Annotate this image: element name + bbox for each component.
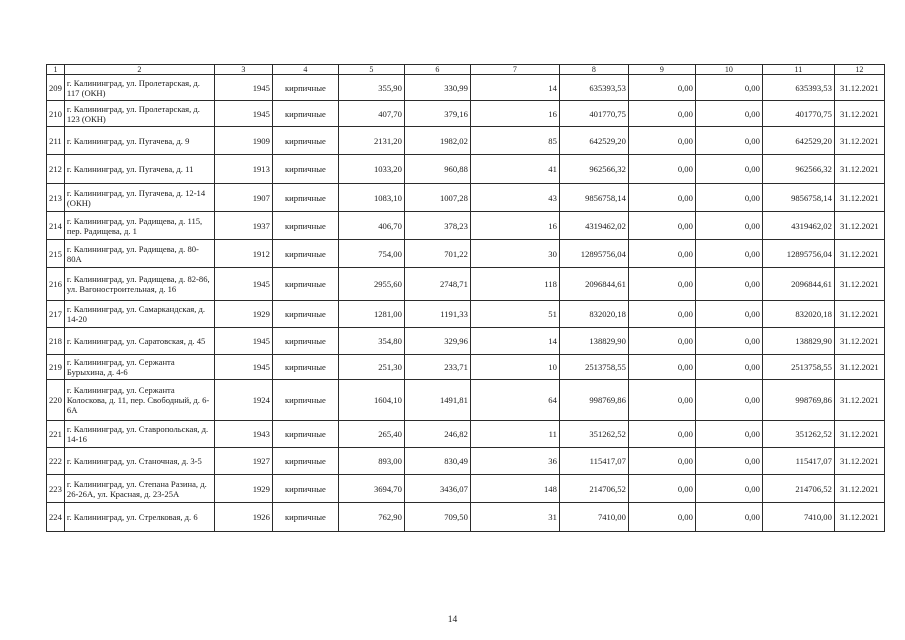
cost-sum-cell: 351262,52 <box>762 421 834 448</box>
completion-date-cell: 31.12.2021 <box>834 184 884 212</box>
header-cell: 11 <box>762 65 834 75</box>
completion-date-cell: 31.12.2021 <box>834 75 884 101</box>
cost-sum-cell: 4319462,02 <box>762 212 834 240</box>
cost-total-cell: 2096844,61 <box>559 268 628 301</box>
residents-count-cell: 64 <box>470 380 559 421</box>
wall-material-cell: кирпичные <box>272 475 338 503</box>
construction-year-cell: 1926 <box>214 503 272 532</box>
cost-owners-cell: 0,00 <box>695 240 762 268</box>
header-cell: 9 <box>628 65 695 75</box>
row-number-cell: 211 <box>47 127 65 155</box>
table-row <box>47 301 885 328</box>
completion-date-cell: 31.12.2021 <box>834 355 884 380</box>
residents-count-cell: 16 <box>470 212 559 240</box>
construction-year-cell: 1909 <box>214 127 272 155</box>
wall-material-cell: кирпичные <box>272 240 338 268</box>
residents-count-cell: 118 <box>470 268 559 301</box>
row-number-cell: 212 <box>47 155 65 184</box>
cost-total-cell: 351262,52 <box>559 421 628 448</box>
cost-fund-cell: 0,00 <box>628 421 695 448</box>
row-number-cell: 218 <box>47 328 65 355</box>
cost-fund-cell: 0,00 <box>628 127 695 155</box>
row-number-cell: 210 <box>47 101 65 127</box>
cost-fund-cell: 0,00 <box>628 301 695 328</box>
row-number-cell: 221 <box>47 421 65 448</box>
residents-count-cell: 43 <box>470 184 559 212</box>
address-cell: г. Калининград, ул. Стрелковая, д. 6 <box>64 503 214 532</box>
cost-total-cell: 962566,32 <box>559 155 628 184</box>
cost-fund-cell: 0,00 <box>628 328 695 355</box>
living-area-cell: 2748,71 <box>404 268 470 301</box>
cost-sum-cell: 832020,18 <box>762 301 834 328</box>
table-row <box>47 184 885 212</box>
wall-material-cell: кирпичные <box>272 301 338 328</box>
row-number-cell: 224 <box>47 503 65 532</box>
table-row <box>47 421 885 448</box>
address-cell: г. Калининград, ул. Ставропольская, д. 14-16 <box>64 421 214 448</box>
address-cell: г. Калининград, ул. Станочная, д. 3-5 <box>64 448 214 475</box>
header-cell: 2 <box>64 65 214 75</box>
cost-fund-cell: 0,00 <box>628 212 695 240</box>
cost-fund-cell: 0,00 <box>628 475 695 503</box>
address-cell: г. Калининград, ул. Радищева, д. 115, пер. Радищева, д. 1 <box>64 212 214 240</box>
total-area-cell: 407,70 <box>338 101 404 127</box>
construction-year-cell: 1927 <box>214 448 272 475</box>
address-cell: г. Калининград, ул. Пугачева, д. 9 <box>64 127 214 155</box>
cost-fund-cell: 0,00 <box>628 503 695 532</box>
construction-year-cell: 1945 <box>214 268 272 301</box>
construction-year-cell: 1945 <box>214 75 272 101</box>
construction-year-cell: 1945 <box>214 101 272 127</box>
header-row <box>47 65 885 75</box>
cost-fund-cell: 0,00 <box>628 240 695 268</box>
residents-count-cell: 51 <box>470 301 559 328</box>
total-area-cell: 354,80 <box>338 328 404 355</box>
completion-date-cell: 31.12.2021 <box>834 240 884 268</box>
total-area-cell: 355,90 <box>338 75 404 101</box>
address-cell: г. Калининград, ул. Пугачева, д. 12-14 (ОКН) <box>64 184 214 212</box>
cost-owners-cell: 0,00 <box>695 328 762 355</box>
cost-total-cell: 642529,20 <box>559 127 628 155</box>
address-cell: г. Калининград, ул. Пугачева, д. 11 <box>64 155 214 184</box>
cost-owners-cell: 0,00 <box>695 212 762 240</box>
row-number-cell: 216 <box>47 268 65 301</box>
construction-year-cell: 1937 <box>214 212 272 240</box>
cost-sum-cell: 138829,90 <box>762 328 834 355</box>
construction-year-cell: 1943 <box>214 421 272 448</box>
address-cell: г. Калининград, ул. Радищева, д. 82-86, ул. Вагоностроительная, д. 16 <box>64 268 214 301</box>
cost-total-cell: 635393,53 <box>559 75 628 101</box>
residents-count-cell: 16 <box>470 101 559 127</box>
table-row <box>47 212 885 240</box>
table-row <box>47 101 885 127</box>
header-cell: 8 <box>559 65 628 75</box>
housing-register-table <box>46 64 885 532</box>
cost-owners-cell: 0,00 <box>695 101 762 127</box>
row-number-cell: 215 <box>47 240 65 268</box>
cost-owners-cell: 0,00 <box>695 75 762 101</box>
construction-year-cell: 1924 <box>214 380 272 421</box>
cost-owners-cell: 0,00 <box>695 155 762 184</box>
cost-fund-cell: 0,00 <box>628 184 695 212</box>
completion-date-cell: 31.12.2021 <box>834 380 884 421</box>
residents-count-cell: 11 <box>470 421 559 448</box>
cost-owners-cell: 0,00 <box>695 301 762 328</box>
completion-date-cell: 31.12.2021 <box>834 328 884 355</box>
address-cell: г. Калининград, ул. Радищева, д. 80-80А <box>64 240 214 268</box>
address-cell: г. Калининград, ул. Саратовская, д. 45 <box>64 328 214 355</box>
address-cell: г. Калининград, ул. Сержанта Бурыхина, д. 4-6 <box>64 355 214 380</box>
cost-sum-cell: 2096844,61 <box>762 268 834 301</box>
header-cell: 5 <box>338 65 404 75</box>
page-number: 14 <box>447 615 458 625</box>
cost-fund-cell: 0,00 <box>628 380 695 421</box>
residents-count-cell: 85 <box>470 127 559 155</box>
table-row <box>47 503 885 532</box>
header-cell: 12 <box>834 65 884 75</box>
table-row <box>47 75 885 101</box>
total-area-cell: 754,00 <box>338 240 404 268</box>
completion-date-cell: 31.12.2021 <box>834 421 884 448</box>
cost-total-cell: 832020,18 <box>559 301 628 328</box>
cost-total-cell: 214706,52 <box>559 475 628 503</box>
completion-date-cell: 31.12.2021 <box>834 155 884 184</box>
completion-date-cell: 31.12.2021 <box>834 212 884 240</box>
cost-owners-cell: 0,00 <box>695 380 762 421</box>
residents-count-cell: 36 <box>470 448 559 475</box>
cost-total-cell: 998769,86 <box>559 380 628 421</box>
cost-owners-cell: 0,00 <box>695 421 762 448</box>
wall-material-cell: кирпичные <box>272 101 338 127</box>
living-area-cell: 330,99 <box>404 75 470 101</box>
cost-sum-cell: 115417,07 <box>762 448 834 475</box>
cost-owners-cell: 0,00 <box>695 184 762 212</box>
completion-date-cell: 31.12.2021 <box>834 475 884 503</box>
completion-date-cell: 31.12.2021 <box>834 101 884 127</box>
table-row <box>47 448 885 475</box>
living-area-cell: 1191,33 <box>404 301 470 328</box>
wall-material-cell: кирпичные <box>272 355 338 380</box>
table-row <box>47 380 885 421</box>
header-cell: 6 <box>404 65 470 75</box>
cost-sum-cell: 635393,53 <box>762 75 834 101</box>
completion-date-cell: 31.12.2021 <box>834 127 884 155</box>
cost-owners-cell: 0,00 <box>695 475 762 503</box>
address-cell: г. Калининград, ул. Пролетарская, д. 117 (ОКН) <box>64 75 214 101</box>
cost-total-cell: 115417,07 <box>559 448 628 475</box>
residents-count-cell: 14 <box>470 328 559 355</box>
wall-material-cell: кирпичные <box>272 328 338 355</box>
cost-fund-cell: 0,00 <box>628 155 695 184</box>
cost-sum-cell: 9856758,14 <box>762 184 834 212</box>
row-number-cell: 217 <box>47 301 65 328</box>
table-row <box>47 328 885 355</box>
construction-year-cell: 1929 <box>214 475 272 503</box>
cost-total-cell: 138829,90 <box>559 328 628 355</box>
residents-count-cell: 41 <box>470 155 559 184</box>
wall-material-cell: кирпичные <box>272 380 338 421</box>
total-area-cell: 3694,70 <box>338 475 404 503</box>
residents-count-cell: 148 <box>470 475 559 503</box>
total-area-cell: 265,40 <box>338 421 404 448</box>
construction-year-cell: 1929 <box>214 301 272 328</box>
wall-material-cell: кирпичные <box>272 421 338 448</box>
total-area-cell: 1281,00 <box>338 301 404 328</box>
cost-sum-cell: 642529,20 <box>762 127 834 155</box>
wall-material-cell: кирпичные <box>272 448 338 475</box>
total-area-cell: 1083,10 <box>338 184 404 212</box>
completion-date-cell: 31.12.2021 <box>834 268 884 301</box>
table-row <box>47 127 885 155</box>
completion-date-cell: 31.12.2021 <box>834 448 884 475</box>
header-cell: 3 <box>214 65 272 75</box>
cost-fund-cell: 0,00 <box>628 268 695 301</box>
cost-sum-cell: 998769,86 <box>762 380 834 421</box>
table-row <box>47 155 885 184</box>
living-area-cell: 3436,07 <box>404 475 470 503</box>
residents-count-cell: 31 <box>470 503 559 532</box>
wall-material-cell: кирпичные <box>272 75 338 101</box>
address-cell: г. Калининград, ул. Самаркандская, д. 14-20 <box>64 301 214 328</box>
wall-material-cell: кирпичные <box>272 268 338 301</box>
construction-year-cell: 1907 <box>214 184 272 212</box>
table-row <box>47 355 885 380</box>
table-row <box>47 240 885 268</box>
total-area-cell: 251,30 <box>338 355 404 380</box>
cost-owners-cell: 0,00 <box>695 355 762 380</box>
living-area-cell: 701,22 <box>404 240 470 268</box>
cost-fund-cell: 0,00 <box>628 75 695 101</box>
header-cell: 1 <box>47 65 65 75</box>
cost-total-cell: 401770,75 <box>559 101 628 127</box>
row-number-cell: 214 <box>47 212 65 240</box>
living-area-cell: 1982,02 <box>404 127 470 155</box>
residents-count-cell: 14 <box>470 75 559 101</box>
total-area-cell: 406,70 <box>338 212 404 240</box>
cost-total-cell: 12895756,04 <box>559 240 628 268</box>
cost-sum-cell: 12895756,04 <box>762 240 834 268</box>
cost-sum-cell: 401770,75 <box>762 101 834 127</box>
cost-total-cell: 9856758,14 <box>559 184 628 212</box>
cost-fund-cell: 0,00 <box>628 355 695 380</box>
wall-material-cell: кирпичные <box>272 127 338 155</box>
completion-date-cell: 31.12.2021 <box>834 301 884 328</box>
cost-sum-cell: 2513758,55 <box>762 355 834 380</box>
total-area-cell: 893,00 <box>338 448 404 475</box>
residents-count-cell: 30 <box>470 240 559 268</box>
cost-total-cell: 7410,00 <box>559 503 628 532</box>
cost-owners-cell: 0,00 <box>695 503 762 532</box>
row-number-cell: 219 <box>47 355 65 380</box>
cost-fund-cell: 0,00 <box>628 448 695 475</box>
living-area-cell: 1491,81 <box>404 380 470 421</box>
living-area-cell: 329,96 <box>404 328 470 355</box>
address-cell: г. Калининград, ул. Пролетарская, д. 123 (ОКН) <box>64 101 214 127</box>
cost-sum-cell: 7410,00 <box>762 503 834 532</box>
total-area-cell: 1033,20 <box>338 155 404 184</box>
header-cell: 4 <box>272 65 338 75</box>
wall-material-cell: кирпичные <box>272 212 338 240</box>
cost-fund-cell: 0,00 <box>628 101 695 127</box>
table-row <box>47 268 885 301</box>
construction-year-cell: 1913 <box>214 155 272 184</box>
construction-year-cell: 1945 <box>214 355 272 380</box>
row-number-cell: 209 <box>47 75 65 101</box>
living-area-cell: 233,71 <box>404 355 470 380</box>
address-cell: г. Калининград, ул. Сержанта Колоскова, д. 11, пер. Свободный, д. 6-6А <box>64 380 214 421</box>
row-number-cell: 222 <box>47 448 65 475</box>
total-area-cell: 2955,60 <box>338 268 404 301</box>
cost-sum-cell: 962566,32 <box>762 155 834 184</box>
construction-year-cell: 1912 <box>214 240 272 268</box>
row-number-cell: 220 <box>47 380 65 421</box>
wall-material-cell: кирпичные <box>272 184 338 212</box>
cost-owners-cell: 0,00 <box>695 127 762 155</box>
row-number-cell: 223 <box>47 475 65 503</box>
total-area-cell: 762,90 <box>338 503 404 532</box>
total-area-cell: 1604,10 <box>338 380 404 421</box>
living-area-cell: 709,50 <box>404 503 470 532</box>
living-area-cell: 960,88 <box>404 155 470 184</box>
cost-owners-cell: 0,00 <box>695 268 762 301</box>
wall-material-cell: кирпичные <box>272 155 338 184</box>
total-area-cell: 2131,20 <box>338 127 404 155</box>
row-number-cell: 213 <box>47 184 65 212</box>
cost-sum-cell: 214706,52 <box>762 475 834 503</box>
completion-date-cell: 31.12.2021 <box>834 503 884 532</box>
living-area-cell: 1007,28 <box>404 184 470 212</box>
table-row <box>47 475 885 503</box>
living-area-cell: 830,49 <box>404 448 470 475</box>
cost-owners-cell: 0,00 <box>695 448 762 475</box>
construction-year-cell: 1945 <box>214 328 272 355</box>
header-cell: 7 <box>470 65 559 75</box>
residents-count-cell: 10 <box>470 355 559 380</box>
living-area-cell: 378,23 <box>404 212 470 240</box>
address-cell: г. Калининград, ул. Степана Разина, д. 26-26А, ул. Красная, д. 23-25А <box>64 475 214 503</box>
header-cell: 10 <box>695 65 762 75</box>
wall-material-cell: кирпичные <box>272 503 338 532</box>
living-area-cell: 246,82 <box>404 421 470 448</box>
living-area-cell: 379,16 <box>404 101 470 127</box>
cost-total-cell: 4319462,02 <box>559 212 628 240</box>
cost-total-cell: 2513758,55 <box>559 355 628 380</box>
